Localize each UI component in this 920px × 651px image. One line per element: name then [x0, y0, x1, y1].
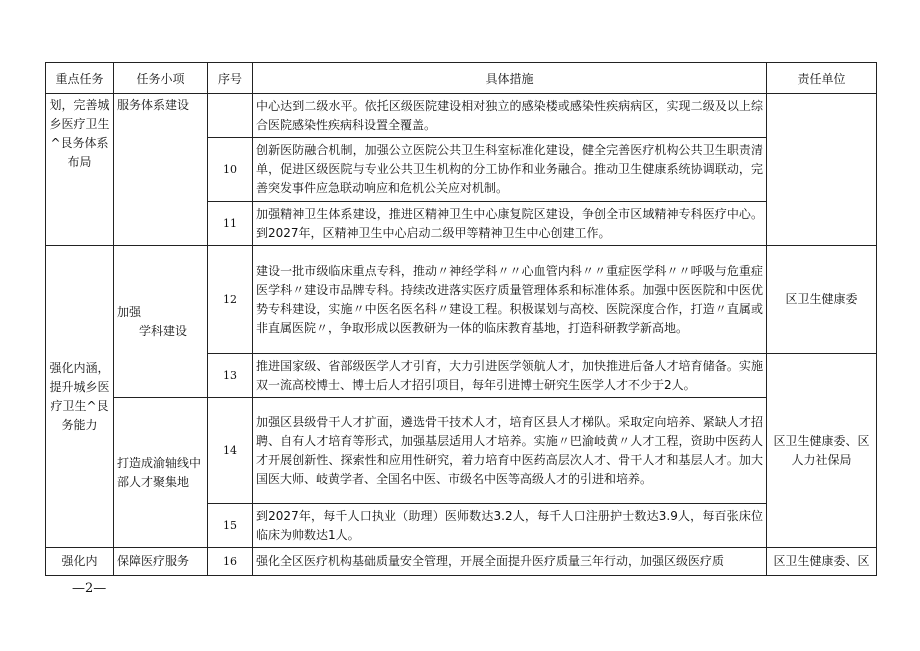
- unit-cell: [767, 94, 877, 246]
- measures-cell: 创新医防融合机制，加强公立医院公共卫生科室标准化建设，健全完善医疗机构公共卫生职责清单，促进区级医院与专业公共卫生机构的分工协作和业务融合。推动卫生健康系统协调联动，完善突发事件应急联动响应和危机公关应对机制。: [253, 138, 767, 202]
- measures-cell: 中心达到二级水平。依托区级医院建设相对独立的感染楼或感染性疾病病区，实现二级及以上综合医院感染性疾病科设置全覆盖。: [253, 94, 767, 138]
- number-cell: 13: [208, 354, 253, 398]
- subtask-cell: 打造成渝轴线中部人才聚集地: [114, 398, 208, 548]
- measures-cell: 到2027年，每千人口执业（助理）医师数达3.2人，每千人口注册护士数达3.9人，每百张床位临床为帅数达1人。: [253, 504, 767, 548]
- table-row: [46, 548, 877, 576]
- number-cell: 10: [208, 138, 253, 202]
- header-subtask: 任务小项: [114, 63, 208, 94]
- measures-cell: 推进国家级、省部级医学人才引育，大力引进医学领航人才，加快推进后备人才培育储备。实施双一流高校博士、博士后人才招引项目，每年引进博士研究生医学人才不少于2人。: [253, 354, 767, 398]
- table-row: [46, 246, 877, 354]
- number-cell: 12: [208, 246, 253, 354]
- number-cell: 16: [208, 548, 253, 576]
- unit-cell: 区卫生健康委、区: [767, 548, 877, 576]
- key-task-cell: 强化内: [46, 548, 114, 576]
- header-responsible-unit: 责任单位: [767, 63, 877, 94]
- header-key-task: 重点任务: [46, 63, 114, 94]
- number-cell: 15: [208, 504, 253, 548]
- page-number: —2—: [72, 581, 107, 596]
- number-cell: [208, 94, 253, 138]
- header-measures: 具体措施: [253, 63, 767, 94]
- subtask-cell: [114, 246, 208, 398]
- measures-table: [45, 62, 877, 576]
- table-row: [46, 94, 877, 138]
- table-row: [46, 398, 877, 504]
- subtask-line-2: 学科建设: [139, 323, 188, 338]
- table-header-row: [46, 63, 877, 94]
- measures-cell: 加强精神卫生体系建设，推进区精神卫生中心康复院区建设，争创全市区域精神专科医疗中心。到2027年，区精神卫生中心启动二级甲等精神卫生中心创建工作。: [253, 202, 767, 246]
- measures-cell: 强化全区医疗机构基础质量安全管理，开展全面提升医疗质量三年行动，加强区级医疗质: [253, 548, 767, 576]
- subtask-cell: 保障医疗服务: [114, 548, 208, 576]
- subtask-line-1: 加强: [117, 304, 142, 319]
- unit-cell: 区卫生健康委: [767, 246, 877, 354]
- measures-cell: 建设一批市级临床重点专科，推动〃神经学科〃〃心血管内科〃〃重症医学科〃〃呼吸与危重症医学科〃建设市品牌专科。持续改进落实医疗质量管理体系和标准体系。加强中医医院和中医优势专科建设，实施〃中医名医名科〃建设工程。积极谋划与高校、医院深度合作，打造〃直属或非直属医院〃，争取形成以医教研为一体的临床教育基地，打造科研教学新高地。: [253, 246, 767, 354]
- unit-cell: 区卫生健康委、区人力社保局: [767, 354, 877, 548]
- number-cell: 11: [208, 202, 253, 246]
- measures-cell: 加强区县级骨干人才扩面，遴选骨干技术人才，培育区县人才梯队。采取定向培养、紧缺人才招聘、自有人才培育等形式，加强基层适用人才培养。实施〃巴渝岐黄〃人才工程，资助中医药人才开展创新性、探索性和应用性研究，着力培育中医药高层次人才、骨干人才和基层人才。加大国医大师、岐黄学者、全国名中医、市级名中医等高级人才的引进和培养。: [253, 398, 767, 504]
- key-task-cell: 强化内涵，提升城乡医疗卫生^艮务能力: [46, 246, 114, 548]
- key-task-cell: 划，完善城乡医疗卫生^艮务体系布局: [46, 94, 114, 246]
- number-cell: 14: [208, 398, 253, 504]
- header-number: 序号: [208, 63, 253, 94]
- subtask-cell: 服务体系建设: [114, 94, 208, 246]
